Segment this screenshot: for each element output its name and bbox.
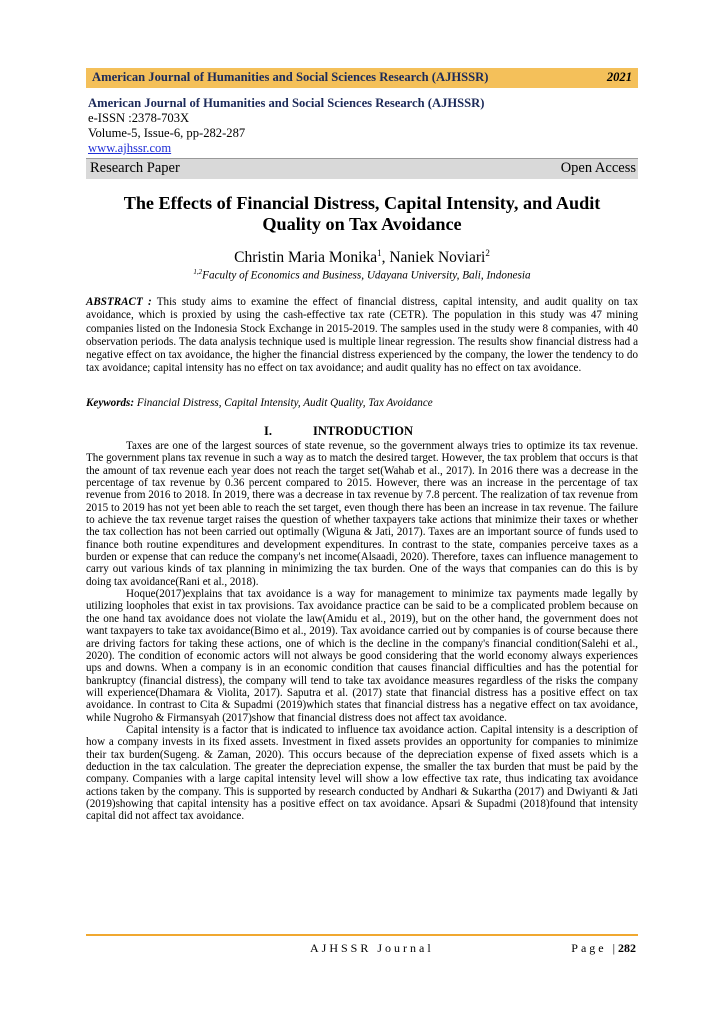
volume-info: Volume-5, Issue-6, pp-282-287 [88, 126, 246, 140]
title-line: Quality on Tax Avoidance [262, 214, 462, 234]
author-affiliation-mark: 1 [377, 248, 382, 258]
paper-title [86, 193, 638, 235]
article-type: Research Paper [90, 160, 180, 176]
footer-rule [86, 934, 638, 936]
author-affiliation-mark: 2 [485, 248, 490, 258]
section-title: INTRODUCTION [313, 424, 414, 438]
journal-name: American Journal of Humanities and Social Sciences Research (AJHSSR) [88, 96, 485, 110]
keywords-text: Financial Distress, Capital Intensity, Audit Quality, Tax Avoidance [134, 397, 433, 409]
page-label: Page | [571, 941, 618, 955]
paragraph: Taxes are one of the largest sources of state revenue, so the government always tries to optimize its tax revenue. The government plans tax revenue in such a way as to match the desired target. However, the tax problem that occurs is that the amount of tax revenue each year does not reach the target set(Wahab et al., 2017). In 2016 there was a decrease in the percentage of tax revenue by 0.36 percent compared to 2015. However, there was an increase in the percentage of tax revenue from 2016 to 2018. In 2019, there was a decrease in tax revenue by 7.8 percent. The realization of tax revenue from 2015 to 2019 has not yet been able to reach the set target, even though there has been an increase in tax revenue. The failure to achieve the tax revenue target raises the question of whether taxpayers take actions that minimize their taxes or whether the tax collection has not been carried out optimally (Wiguna & Jati, 2017). Taxes are an important source of funds used to finance both routine expenditures and development expenditures. In contrast to the state, companies perceive taxes as a burden or expense that can reduce the company's net income(Alsaadi, 2020). Therefore, taxes can influence management to carry out various kinds of tax planning in minimizing the tax burden. One of the ways that companies can do this is by doing tax avoidance(Rani et al., 2018). [86, 440, 638, 588]
running-header-title: American Journal of Humanities and Social Sciences Research (AJHSSR) [92, 70, 489, 84]
body-text [86, 440, 638, 823]
keywords [86, 397, 638, 409]
abstract-text: This study aims to examine the effect of financial distress, capital intensity, and audit quality on tax avoidance, which is proxied by using the cash-effective tax rate (CETR). The population in this study was 47 mining companies listed on the Indonesia Stock Exchange in 2015-2019. The samples used in the study were 8 companies, with 40 observation periods. The data analysis technique used is multiple linear regression. The results show financial distress had a negative effect on tax avoidance, the higher the financial distress experienced by the company, the lower the tendency to do tax avoidance; capital intensity has no effect on tax avoidance; and audit quality has no effect on tax avoidance. [86, 296, 638, 375]
section-number: I. [264, 424, 272, 438]
abstract [86, 296, 638, 376]
page-number: 282 [618, 941, 636, 955]
affiliation [86, 268, 638, 282]
footer-page [571, 941, 636, 956]
footer-journal: AJHSSR Journal [310, 941, 434, 955]
affiliation-text: Faculty of Economics and Business, Udayana University, Bali, Indonesia [202, 269, 531, 282]
affiliation-mark: 1,2 [193, 268, 203, 276]
author-name: Naniek Noviari [389, 249, 486, 267]
paragraph: Hoque(2017)explains that tax avoidance is a way for management to minimize tax payments made legally by utilizing loopholes that exist in tax provisions. Tax avoidance practice can be said to be a complicated problem because on the one hand tax avoidance does not violate the law(Amidu et al., 2019), but on the other hand, the government does not want taxpayers to take tax avoidance(Bimo et al., 2019). Tax avoidance carried out by companies is of course because there are driving factors for taking these actions, one of which is the decline in the company's financial condition(Salehi et al., 2020). The condition of economic actors will not always be good considering that the world economy always experiences ups and downs. When a company is in an economic condition that causes financial difficulties and has the potential for bankruptcy (financial distress), the company will tend to take tax avoidance measures regardless of the risks the company will experience(Dhamara & Violita, 2017). Saputra et al. (2017) state that financial distress has a positive effect on tax avoidance. In contrast to Cita & Supadmi (2019)which states that financial distress has a negative effect on tax avoidance, while Nugroho & Firmansyah (2017)show that financial distress does not affect tax avoidance. [86, 588, 638, 724]
paragraph: Capital intensity is a factor that is indicated to influence tax avoidance action. Capital intensity is a description of how a company invests in its fixed assets. Investment in fixed assets provides an opportunity for companies to minimize their tax burden(Sugeng. & Zaman, 2020). This occurs because of the depreciation expense of fixed assets which is a deduction in the tax calculation. The greater the depreciation expense, the smaller the tax burden that must be paid by the company. Companies with a large capital intensity level will show a low effective tax rate, thus indicating tax avoidance actions taken by the company. This is supported by research conducted by Andhari & Sukartha (2017) and Dwiyanti & Jati (2019)showing that capital intensity has a positive effect on tax avoidance. Apsari & Supadmi (2018)found that intensity capital did not affect tax avoidance. [86, 723, 638, 823]
issn: e-ISSN :2378-703X [88, 111, 190, 125]
access-type: Open Access [560, 160, 636, 176]
running-header-year: 2021 [606, 70, 632, 84]
title-line: The Effects of Financial Distress, Capital Intensity, and Audit [123, 193, 601, 213]
keywords-label: Keywords: [86, 397, 135, 409]
author-name: Christin Maria Monika [234, 249, 378, 267]
author-separator: , [381, 249, 390, 267]
authors [86, 248, 638, 267]
abstract-label: ABSTRACT : [86, 296, 152, 308]
journal-website-link[interactable]: www.ajhssr.com [88, 141, 172, 155]
